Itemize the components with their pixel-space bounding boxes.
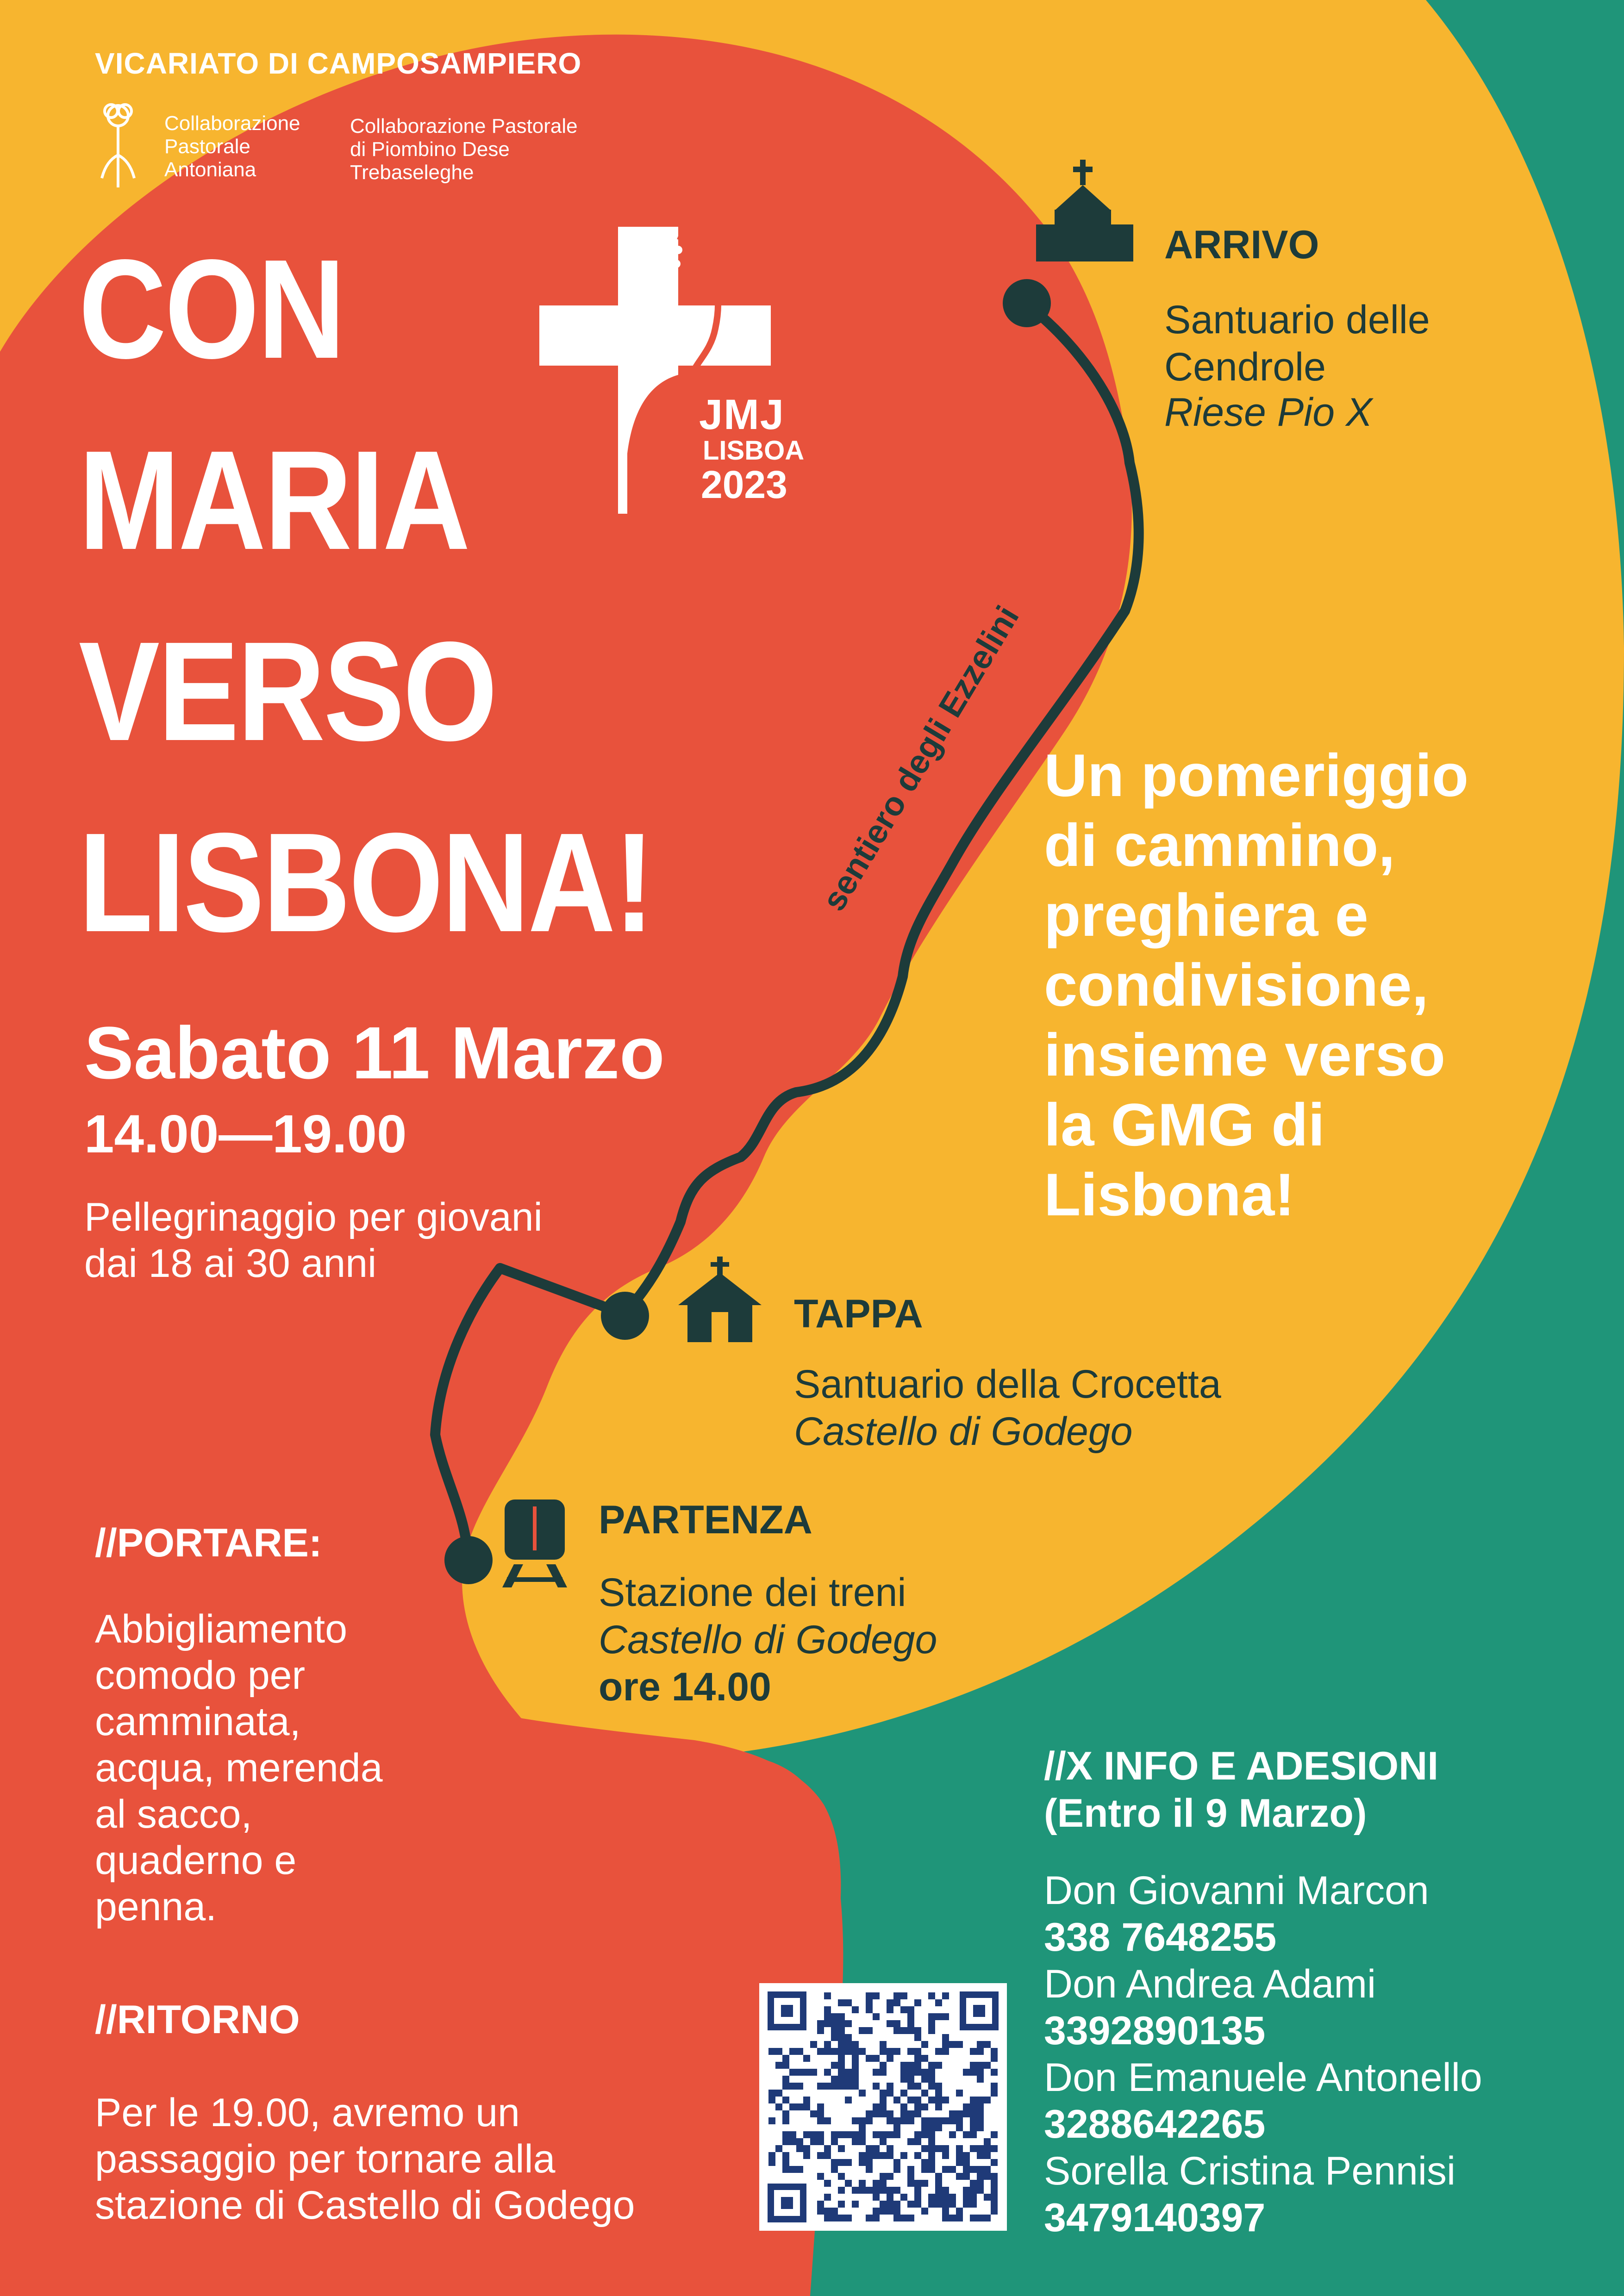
contact-phone[interactable]: 3479140397 <box>1044 2196 1266 2240</box>
tagline: Un pomeriggio di cammino, preghiera e condivisione, insieme verso la GMG di Lisbona! <box>1044 741 1469 1228</box>
info-heading: //X INFO E ADESIONI <box>1044 1744 1439 1788</box>
contacts-list <box>1044 1867 1482 2241</box>
qr-code-icon[interactable] <box>759 1983 1007 2231</box>
ritorno-heading: //RITORNO <box>95 1997 300 2042</box>
church-icon <box>1036 160 1133 261</box>
chapel-icon <box>678 1257 762 1342</box>
train-icon <box>502 1500 567 1587</box>
logo-jmj: JMJ <box>699 391 785 438</box>
partenza-town: Castello di Godego <box>599 1618 937 1662</box>
title-line-1: CON <box>79 230 344 388</box>
tappa-town: Castello di Godego <box>794 1409 1133 1454</box>
tappa-label: TAPPA <box>794 1292 923 1336</box>
portare-text: Abbigliamento comodo per camminata, acqua, merenda al sacco, quaderno e penna. <box>95 1607 383 1929</box>
event-audience: Pellegrinaggio per giovani dai 18 ai 30 anni <box>84 1195 543 1286</box>
title-line-4: LISBONA! <box>79 803 653 961</box>
path-label: sentiero degli Ezzelini <box>815 599 1026 917</box>
org-antoniana: Collaborazione Pastorale Antoniana <box>164 112 300 181</box>
vicariato-label: VICARIATO DI CAMPOSAMPIERO <box>95 47 582 80</box>
org-piombino: Collaborazione Pastorale di Piombino Dese Trebaseleghe <box>350 115 578 184</box>
arrivo-label: ARRIVO <box>1164 223 1319 267</box>
arrivo-place: Santuario delle Cendrole <box>1164 298 1430 389</box>
logo-year: 2023 <box>701 463 787 506</box>
ritorno-text: Per le 19.00, avremo un passaggio per tornare alla stazione di Castello di Godego <box>95 2091 635 2228</box>
info-subheading: (Entro il 9 Marzo) <box>1044 1791 1367 1836</box>
title-line-2: MARIA <box>79 421 469 579</box>
contact-name: Don Emanuele Antonello <box>1044 2055 1482 2100</box>
logo-lisboa: LISBOA <box>703 436 805 466</box>
contact-name: Sorella Cristina Pennisi <box>1044 2149 1456 2193</box>
arrivo-town: Riese Pio X <box>1164 390 1373 435</box>
contact-phone[interactable]: 3392890135 <box>1044 2009 1266 2053</box>
tappa-place: Santuario della Crocetta <box>794 1362 1221 1406</box>
contact-name: Don Giovanni Marcon <box>1044 1868 1429 1913</box>
portare-heading: //PORTARE: <box>95 1521 322 1565</box>
contact-phone[interactable]: 338 7648255 <box>1044 1915 1277 1960</box>
title-line-3: VERSO <box>79 612 496 770</box>
partenza-time: ore 14.00 <box>599 1665 771 1709</box>
event-date: Sabato 11 Marzo <box>84 1011 665 1094</box>
contact-name: Don Andrea Adami <box>1044 1962 1376 2006</box>
partenza-label: PARTENZA <box>599 1498 812 1542</box>
contact-phone[interactable]: 3288642265 <box>1044 2102 1266 2147</box>
flower-logo-icon <box>97 100 139 192</box>
event-time: 14.00—19.00 <box>84 1104 407 1164</box>
partenza-place: Stazione dei treni <box>599 1570 906 1615</box>
